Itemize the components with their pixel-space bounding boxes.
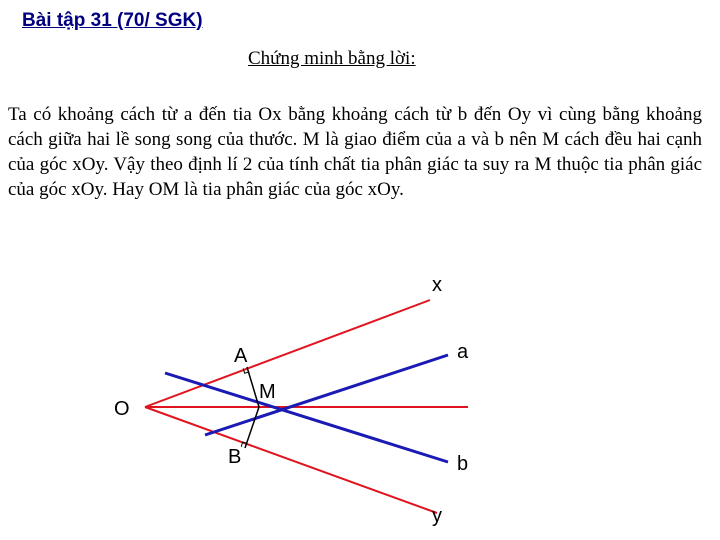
perpendicular-mb (245, 407, 259, 448)
label-y: y (432, 505, 442, 527)
label-b: b (457, 453, 469, 475)
label-point-b: B (228, 446, 242, 468)
label-a: a (457, 341, 469, 363)
exercise-title: Bài tập 31 (70/ SGK) (22, 10, 203, 31)
label-x: x (432, 274, 442, 296)
line-b (165, 373, 448, 462)
label-point-m: M (259, 381, 276, 403)
ray-oy (145, 407, 437, 513)
proof-paragraph: Ta có khoảng cách từ a đến tia Ox bằng khoảng cách từ b đến Oy vì cùng bằng khoảng cách giữa hai lề song song của thước. M là giao điểm của a và b nên M cách đều hai cạnh của góc xOy. Vậy theo định lí 2 của tính chất tia phân giác ta suy ra M thuộc tia phân giác của góc xOy. Hay OM là tia phân giác của góc xOy. (8, 104, 702, 200)
proof-heading: Chứng minh bằng lời: (248, 48, 416, 69)
label-point-a: A (234, 345, 248, 367)
label-point-o: O (114, 398, 130, 420)
ray-ox (145, 300, 430, 407)
